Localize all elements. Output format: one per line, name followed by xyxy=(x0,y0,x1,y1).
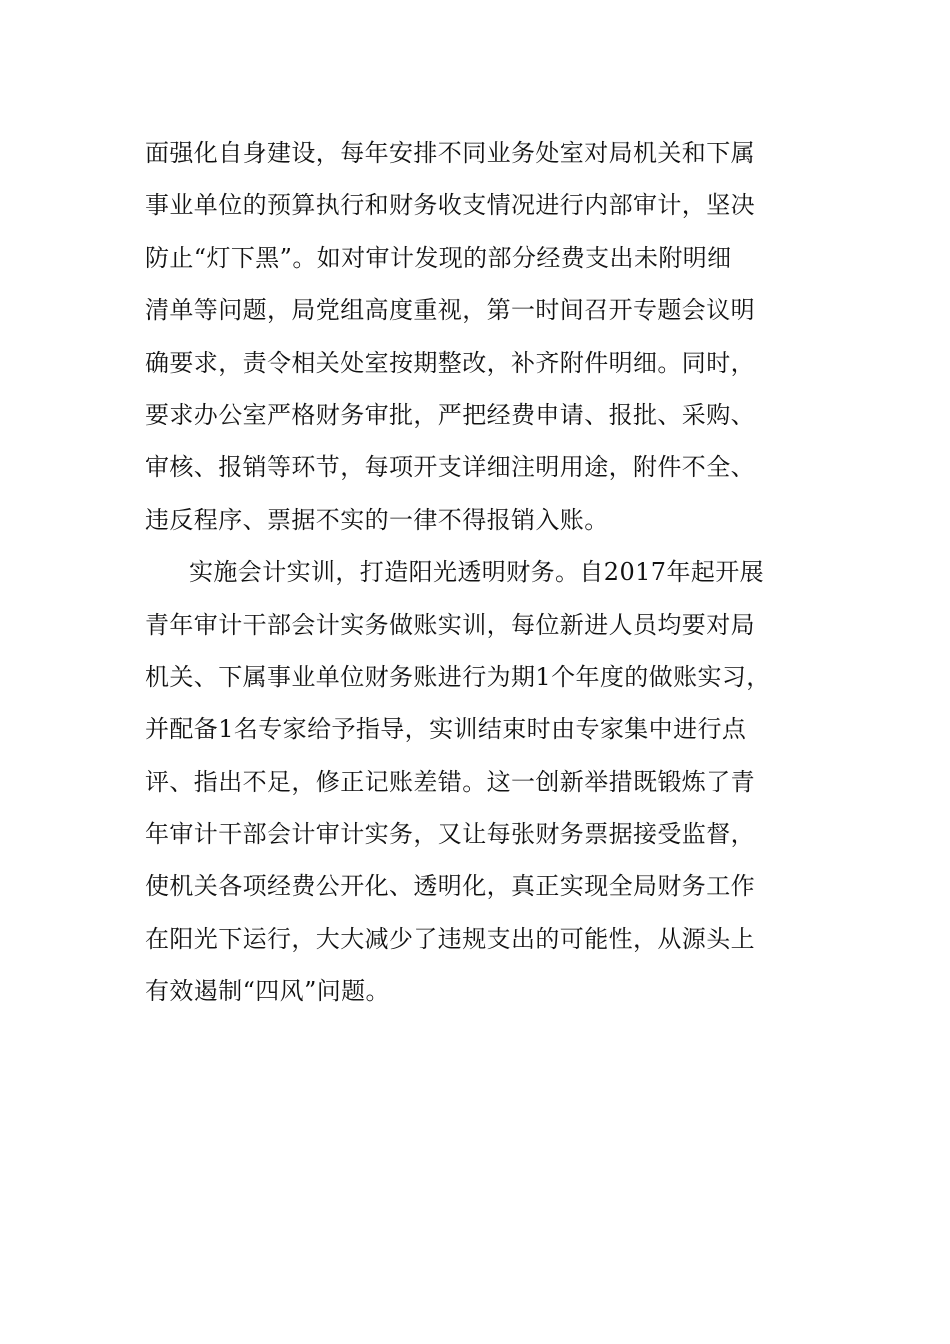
text-line: 违反程序、票据不实的一律不得报销入账。 xyxy=(145,505,609,534)
text-line: 并配备1名专家给予指导，实训结束时由专家集中进行点 xyxy=(145,715,747,744)
document-body xyxy=(145,127,815,1018)
paragraph-internal-audit xyxy=(145,127,815,546)
text-line: 有效遏制“四风”问题。 xyxy=(145,977,390,1006)
text-line: 确要求，责令相关处室按期整改，补齐附件明细。同时， xyxy=(145,348,755,377)
text-line: 在阳光下运行，大大减少了违规支出的可能性，从源头上 xyxy=(145,924,755,953)
text-line: 防止“灯下黑”。如对审计发现的部分经费支出未附明细 xyxy=(145,243,732,272)
text-line: 年审计干部会计审计实务，又让每张财务票据接受监督， xyxy=(145,820,755,849)
text-line: 机关、下属事业单位财务账进行为期1个年度的做账实习， xyxy=(145,662,771,691)
paragraph-accounting-training xyxy=(145,546,815,1018)
text-line: 评、指出不足，修正记账差错。这一创新举措既锻炼了青 xyxy=(145,767,755,796)
text-line: 事业单位的预算执行和财务收支情况进行内部审计，坚决 xyxy=(145,191,755,220)
text-line: 面强化自身建设，每年安排不同业务处室对局机关和下属 xyxy=(145,139,755,167)
text-line: 要求办公室严格财务审批，严把经费申请、报批、采购、 xyxy=(145,400,755,429)
text-line: 青年审计干部会计实务做账实训，每位新进人员均要对局 xyxy=(145,610,755,639)
text-line: 实施会计实训，打造阳光透明财务。自2017年起开展 xyxy=(189,558,765,587)
text-line: 清单等问题，局党组高度重视，第一时间召开专题会议明 xyxy=(145,296,755,325)
text-line: 审核、报销等环节，每项开支详细注明用途，附件不全、 xyxy=(145,453,755,482)
text-line: 使机关各项经费公开化、透明化，真正实现全局财务工作 xyxy=(145,872,755,901)
